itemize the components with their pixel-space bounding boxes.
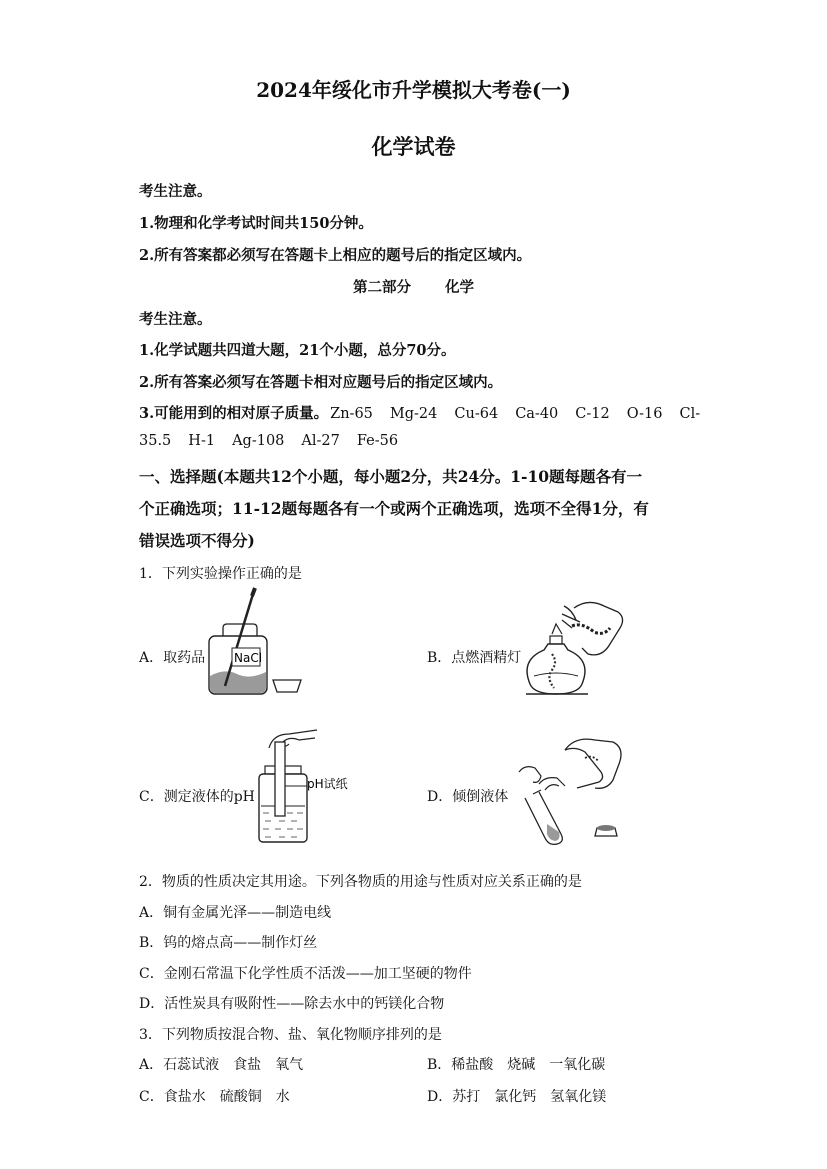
option-d: D．倾倒液体 [427,789,509,805]
option-c: C．测定液体的pH [139,789,255,805]
atomic-mass: Mg-24 [389,406,438,422]
atomic-masses-row [139,433,415,449]
notice-item: 2.所有答案必须写在答题卡相对应题号后的指定区域内。 [139,374,503,391]
atomic-mass: C-12 [575,406,610,422]
option-item: B．稀盐酸 [427,1057,494,1073]
notice-item: 2.所有答案都必须写在答题卡上相应的题号后的指定区域内。 [139,247,532,264]
option-d [427,1086,606,1106]
notice-heading: 考生注意。 [139,311,212,328]
option-item: 水 [275,1089,290,1105]
option-c: C．金刚石常温下化学性质不活泼——加工坚硬的物件 [139,966,472,982]
pour-liquid-figure [515,728,645,846]
atomic-mass: Zn-65 [330,406,373,422]
option-b: B．钨的熔点高——制作灯丝 [139,935,318,951]
atomic-masses-label: 3.可能用到的相对原子质量。 [139,405,329,422]
atomic-mass: Ag-108 [232,433,285,449]
part-heading [0,276,827,297]
notice-item: 1.物理和化学考试时间共150分钟。 [139,215,373,232]
exam-title: 2024年绥化市升学模拟大考卷(一) [256,78,571,102]
section-instruction: 错误选项不得分) [139,531,255,550]
atomic-mass: H-1 [188,433,216,449]
option-a [139,1054,303,1074]
reagent-bottle-figure [205,588,315,698]
atomic-mass: Ca-40 [515,406,559,422]
question-stem: 3．下列物质按混合物、盐、氧化物顺序排列的是 [139,1027,442,1043]
option-item: 硫酸铜 [219,1089,262,1105]
atomic-mass: Al-27 [301,433,340,449]
ph-paper-label: pH试纸 [307,777,348,791]
atomic-mass: O-16 [626,406,663,422]
option-a: A．取药品 [139,650,206,666]
notice-heading: 考生注意。 [139,183,212,200]
option-item: 氢氧化镁 [550,1089,607,1105]
nacl-label: NaCl [234,651,263,665]
ph-test-figure [255,726,365,848]
alcohol-lamp-figure [522,598,632,703]
part-subject: 化学 [445,279,474,296]
option-item: 氧气 [275,1057,304,1073]
exam-subtitle: 化学试卷 [371,134,456,159]
atomic-mass: Cl- [679,406,701,422]
option-b [427,1054,605,1074]
section-instruction: 个正确选项；11-12题每题各有一个或两个正确选项，选项不全得1分，有 [139,499,649,518]
option-item: 一氧化碳 [549,1057,606,1073]
option-item: C．食盐水 [139,1089,206,1105]
option-item: 氯化钙 [494,1089,537,1105]
question-stem: 2．物质的性质决定其用途。下列各物质的用途与性质对应关系正确的是 [139,874,582,890]
option-item: 烧碱 [507,1057,536,1073]
option-c [139,1086,290,1106]
question-stem: 1．下列实验操作正确的是 [139,566,302,582]
atomic-mass: Cu-64 [454,406,499,422]
option-item: D．苏打 [427,1089,481,1105]
atomic-mass: Fe-56 [356,433,399,449]
atomic-mass: 35.5 [139,433,172,449]
part-name: 第二部分 [353,279,411,296]
atomic-masses-row [139,402,700,423]
notice-item: 1.化学试题共四道大题，21个小题，总分70分。 [139,342,456,359]
option-a: A．铜有金属光泽——制造电线 [139,905,332,921]
option-item: 食盐 [233,1057,262,1073]
section-instruction: 一、选择题(本题共12个小题，每小题2分，共24分。1-10题每题各有一 [139,467,643,486]
option-d: D．活性炭具有吸附性——除去水中的钙镁化合物 [139,996,445,1012]
option-b: B．点燃酒精灯 [427,650,522,666]
option-item: A．石蕊试液 [139,1057,220,1073]
